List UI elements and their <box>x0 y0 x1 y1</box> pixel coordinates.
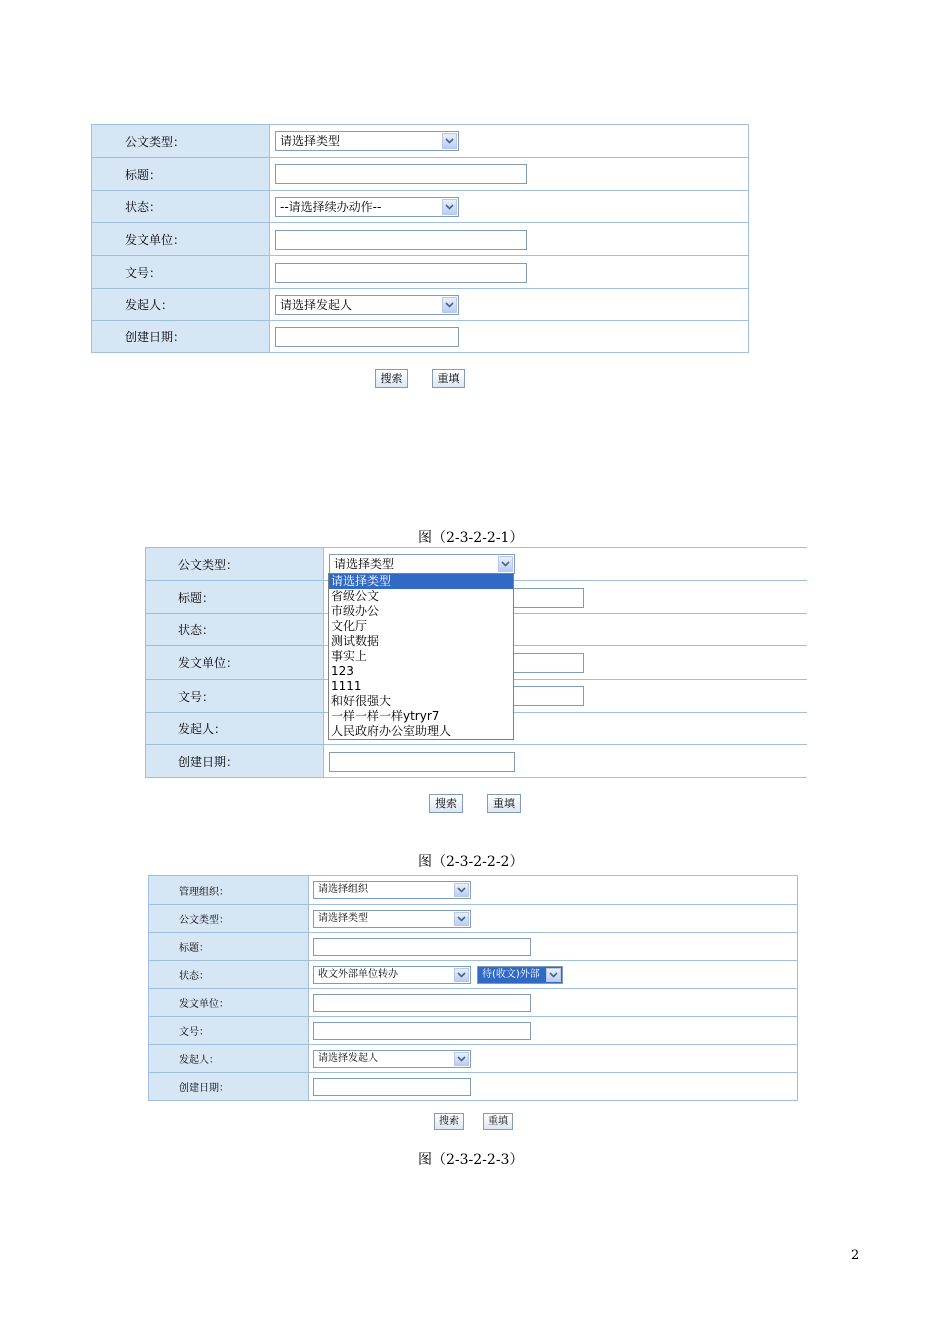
dropdown-option[interactable]: 人民政府办公室助理人 <box>331 724 452 738</box>
fig3-label-docno: 文号： <box>149 1017 309 1044</box>
fig3-org-select[interactable]: 请选择组织 <box>313 881 471 899</box>
fig3-status-select[interactable]: 收文外部单位转办 <box>313 966 471 984</box>
dropdown-option[interactable]: 请选择类型 <box>329 574 513 589</box>
dropdown-option[interactable]: 和好很强大 <box>331 694 392 708</box>
fig1-issuer-input[interactable] <box>275 230 527 250</box>
fig2-label-title: 标题： <box>146 581 324 613</box>
fig1-docno-input[interactable] <box>275 263 527 283</box>
dropdown-option[interactable]: 市级办公 <box>331 604 380 618</box>
fig2-label-status: 状态： <box>146 614 324 645</box>
chevron-down-icon <box>454 912 469 926</box>
fig3-initiator-select[interactable]: 请选择发起人 <box>313 1050 471 1068</box>
fig2-label-type: 公文类型： <box>146 548 324 580</box>
fig3-type-select[interactable]: 请选择类型 <box>313 910 471 928</box>
dropdown-option[interactable]: 123 <box>331 664 354 678</box>
fig1-title-input[interactable] <box>275 164 527 184</box>
fig3-label-type: 公文类型： <box>149 905 309 932</box>
chevron-down-icon <box>442 297 457 313</box>
fig1-row-initiator <box>92 288 748 320</box>
fig2-label-initiator: 发起人： <box>146 713 324 744</box>
fig3-row-type <box>149 904 797 932</box>
fig3-row-date <box>149 1072 797 1100</box>
dropdown-option[interactable]: 1111 <box>331 679 362 693</box>
fig1-search-form <box>91 124 749 353</box>
fig1-row-type <box>92 125 748 157</box>
fig1-label-docno: 文号： <box>92 256 270 288</box>
fig1-status-select[interactable]: --请选择续办动作-- <box>275 197 459 217</box>
fig2-label-docno: 文号： <box>146 680 324 712</box>
fig3-label-title: 标题： <box>149 933 309 960</box>
fig1-row-issuer <box>92 222 748 255</box>
fig2-caption: 图（2-3-2-2-2） <box>418 854 524 870</box>
fig3-label-date: 创建日期： <box>149 1073 309 1100</box>
fig3-search-form <box>148 875 798 1101</box>
fig1-row-status <box>92 190 748 222</box>
fig1-date-input[interactable] <box>275 327 459 347</box>
fig1-type-select[interactable]: 请选择类型 <box>275 131 459 151</box>
fig3-caption: 图（2-3-2-2-3） <box>418 1152 524 1168</box>
fig3-row-title <box>149 932 797 960</box>
fig3-row-docno <box>149 1016 797 1044</box>
fig3-label-status: 状态： <box>149 961 309 988</box>
fig2-label-issuer: 发文单位： <box>146 646 324 679</box>
chevron-down-icon <box>442 199 457 215</box>
fig3-reset-button[interactable]: 重填 <box>483 1113 513 1130</box>
fig3-status-sub-select[interactable]: 待(收文)外部 <box>477 966 563 984</box>
chevron-down-icon <box>442 133 457 149</box>
fig1-label-issuer: 发文单位： <box>92 223 270 255</box>
fig2-search-button[interactable]: 搜索 <box>429 794 463 813</box>
fig1-initiator-select[interactable]: 请选择发起人 <box>275 295 459 315</box>
fig3-title-input[interactable] <box>313 938 531 956</box>
fig3-issuer-input[interactable] <box>313 994 531 1012</box>
fig3-row-org <box>149 876 797 904</box>
dropdown-option[interactable]: 测试数据 <box>331 634 380 648</box>
fig2-type-select[interactable]: 请选择类型 <box>329 554 515 574</box>
dropdown-option[interactable]: 一样一样一样ytryr7 <box>331 709 440 723</box>
dropdown-option[interactable]: 文化厅 <box>331 619 368 633</box>
page-number: 2 <box>851 1248 860 1263</box>
chevron-down-icon <box>546 968 561 982</box>
fig1-search-button[interactable]: 搜索 <box>375 369 408 388</box>
fig1-row-docno <box>92 255 748 288</box>
fig1-row-title <box>92 157 748 190</box>
fig3-docno-input[interactable] <box>313 1022 531 1040</box>
fig1-row-date <box>92 320 748 352</box>
chevron-down-icon <box>454 1052 469 1066</box>
fig1-label-initiator: 发起人： <box>92 289 270 320</box>
fig3-row-initiator <box>149 1044 797 1072</box>
chevron-down-icon <box>454 883 469 897</box>
fig2-date-input[interactable] <box>329 752 515 772</box>
dropdown-option[interactable]: 事实上 <box>331 649 368 663</box>
fig3-label-org: 管理组织： <box>149 876 309 904</box>
fig1-label-title: 标题： <box>92 158 270 190</box>
fig3-search-button[interactable]: 搜索 <box>434 1113 464 1130</box>
fig3-label-initiator: 发起人： <box>149 1045 309 1072</box>
chevron-down-icon <box>498 556 513 572</box>
fig1-label-date: 创建日期： <box>92 321 270 352</box>
dropdown-option[interactable]: 省级公文 <box>331 589 380 603</box>
fig2-reset-button[interactable]: 重填 <box>487 794 521 813</box>
fig2-row-date <box>146 744 807 777</box>
fig3-date-input[interactable] <box>313 1078 471 1096</box>
fig3-label-issuer: 发文单位： <box>149 989 309 1016</box>
fig1-reset-button[interactable]: 重填 <box>432 369 465 388</box>
fig1-label-status: 状态： <box>92 191 270 222</box>
fig3-row-issuer <box>149 988 797 1016</box>
chevron-down-icon <box>454 968 469 982</box>
fig3-row-status <box>149 960 797 988</box>
fig1-caption: 图（2-3-2-2-1） <box>418 530 524 546</box>
fig2-type-dropdown-list <box>328 573 514 740</box>
fig1-label-type: 公文类型： <box>92 125 270 157</box>
fig2-label-date: 创建日期： <box>146 745 324 777</box>
